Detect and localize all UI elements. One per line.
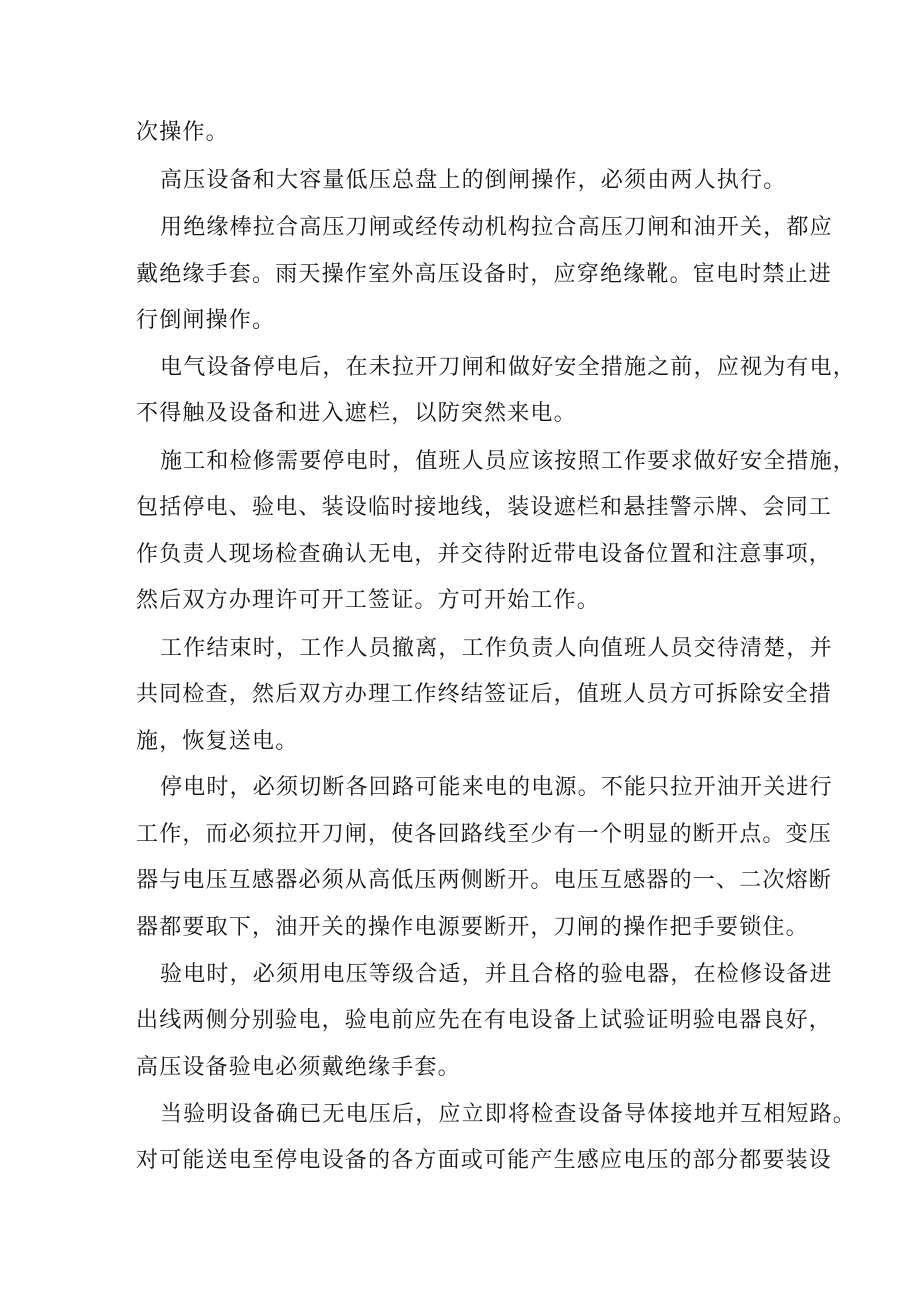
text-line: 然后双方办理许可开工签证。方可开始工作。 — [136, 588, 601, 613]
text-line: 器与电压互感器必须从高低压两侧断开。电压互感器的一、二次熔断 — [136, 868, 833, 893]
text-line: 共同检查，然后双方办理工作终结签证后，值班人员方可拆除安全措 — [136, 682, 833, 707]
text-line: 高压设备验电必须戴绝缘手套。 — [136, 1055, 461, 1080]
text-line: 不得触及设备和进入遮栏，以防突然来电。 — [136, 401, 577, 426]
text-line: 工作，而必须拉开刀闸，使各回路线至少有一个明显的断开点。变压 — [136, 822, 833, 847]
text-line: 高压设备和大容量低压总盘上的倒闸操作，必须由两人执行。 — [160, 168, 787, 193]
text-line: 停电时，必须切断各回路可能来电的电源。不能只拉开油开关进行 — [160, 775, 833, 800]
text-line: 施工和检修需要停电时，值班人员应该按照工作要求做好安全措施， — [160, 449, 857, 474]
text-line: 包括停电、验电、装设临时接地线，装设遮栏和悬挂警示牌、会同工 — [136, 495, 833, 520]
text-line: 施，恢复送电。 — [136, 729, 299, 754]
text-line: 验电时，必须用电压等级合适，并且合格的验电器，在检修设备进 — [160, 962, 833, 987]
text-line: 行倒闸操作。 — [136, 308, 276, 333]
text-line: 用绝缘棒拉合高压刀闸或经传动机构拉合高压刀闸和油开关，都应 — [160, 215, 833, 240]
text-line: 当验明设备确已无电压后，应立即将检查设备导体接地并互相短路。 — [160, 1102, 857, 1127]
text-line: 工作结束时，工作人员撤离，工作负责人向值班人员交待清楚，并 — [160, 636, 833, 661]
text-line: 作负责人现场检查确认无电，并交待附近带电设备位置和注意事项， — [136, 542, 833, 567]
text-line: 电气设备停电后，在未拉开刀闸和做好安全措施之前，应视为有电， — [160, 355, 857, 380]
text-line: 出线两侧分别验电，验电前应先在有电设备上试验证明验电器良好， — [136, 1008, 833, 1033]
text-line: 戴绝缘手套。雨天操作室外高压设备时，应穿绝缘靴。宦电时禁止进 — [136, 262, 833, 287]
text-line: 次操作。 — [136, 120, 229, 145]
text-line: 器都要取下，油开关的操作电源要断开，刀闸的操作把手要锁住。 — [136, 915, 809, 940]
text-line: 对可能送电至停电设备的各方面或可能产生感应电压的部分都要装设 — [136, 1148, 833, 1173]
